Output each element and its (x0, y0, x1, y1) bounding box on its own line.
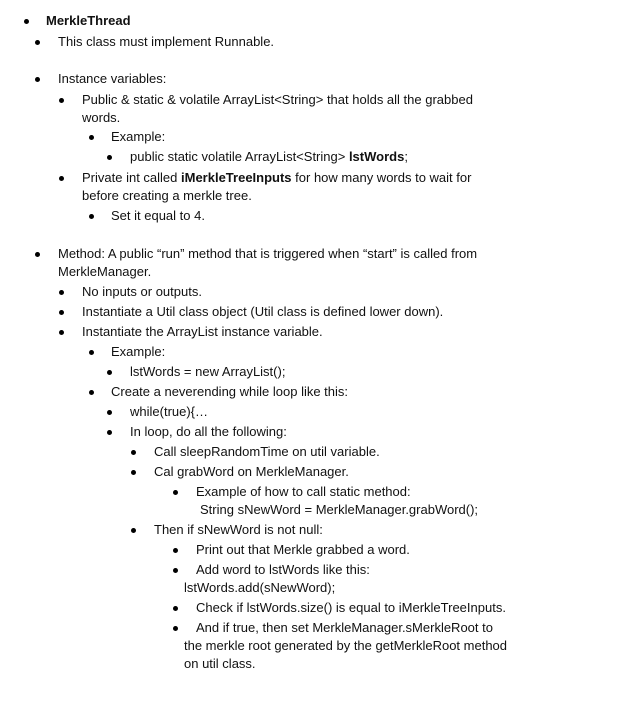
method-example-label: Example: (111, 344, 166, 359)
method-line1: Method: A public “run” method that is triggered when “start” is called from (58, 246, 478, 261)
arraylist-line: Instantiate the ArrayList instance variable. (82, 324, 323, 339)
root-line2: the merkle root generated by the getMerkleRoot method (184, 638, 508, 653)
bullet-l3 (89, 350, 94, 355)
bullet-l2 (59, 310, 64, 315)
add-line1: Add word to lstWords like this: (196, 562, 370, 577)
bullet-l2 (59, 290, 64, 295)
sleep-line: Call sleepRandomTime on util variable. (154, 444, 380, 459)
in-loop-line: In loop, do all the following: (130, 424, 287, 439)
implements-line: This class must implement Runnable. (58, 34, 275, 49)
root-line3: on util class. (184, 656, 256, 671)
bullet-l6 (173, 568, 178, 573)
bullet-l2 (59, 330, 64, 335)
grab-line: Cal grabWord on MerkleManager. (154, 464, 349, 479)
decl-name: lstWords (348, 149, 405, 164)
bullet-l1 (35, 77, 40, 82)
method-example-code: lstWords = new ArrayList(); (130, 364, 286, 379)
bullet-l4 (107, 410, 112, 415)
static-example-line: Example of how to call static method: (196, 484, 411, 499)
bullet-l4 (107, 370, 112, 375)
declaration-line (130, 148, 408, 166)
int-desc-line2: before creating a merkle tree. (82, 188, 252, 203)
int-desc-line1 (82, 169, 471, 187)
int-name: iMerkleTreeInputs (181, 170, 292, 185)
while-code: while(true){… (130, 404, 209, 419)
bullet-l4 (107, 430, 112, 435)
decl-prefix: public static volatile ArrayList<String> (130, 149, 349, 164)
set-value-line: Set it equal to 4. (111, 208, 205, 223)
instance-vars-heading: Instance variables: (58, 71, 167, 86)
no-io-line: No inputs or outputs. (82, 284, 202, 299)
bullet-l3 (89, 390, 94, 395)
bullet-l3 (89, 135, 94, 140)
bullet-l6 (173, 626, 178, 631)
if-not-null-line: Then if sNewWord is not null: (154, 522, 323, 537)
list-desc-line1: Public & static & volatile ArrayList<String> that holds all the grabbed (82, 92, 473, 107)
add-line2: lstWords.add(sNewWord); (184, 580, 336, 595)
bullet-l0 (24, 19, 29, 24)
bullet-l6 (173, 606, 178, 611)
loop-line: Create a neverending while loop like this: (111, 384, 349, 399)
bullet-l5 (131, 450, 136, 455)
bullet-l1 (35, 40, 40, 45)
list-desc-line2: words. (82, 110, 121, 125)
bullet-l2 (59, 98, 64, 103)
check-line: Check if lstWords.size() is equal to iMerkleTreeInputs. (196, 600, 506, 615)
bullet-l1 (35, 252, 40, 257)
bullet-l2 (59, 176, 64, 181)
int-prefix: Private int called (82, 170, 181, 185)
bullet-l6 (173, 548, 178, 553)
decl-suffix: ; (404, 149, 408, 164)
bullet-l4 (107, 155, 112, 160)
print-line: Print out that Merkle grabbed a word. (196, 542, 410, 557)
bullet-l6 (173, 490, 178, 495)
static-code-line: String sNewWord = MerkleManager.grabWord(); (200, 502, 479, 517)
int-suffix: for how many words to wait for (291, 170, 472, 185)
util-line: Instantiate a Util class object (Util class is defined lower down). (82, 304, 444, 319)
example-label: Example: (111, 129, 166, 144)
section-title: MerkleThread (46, 13, 131, 28)
root-line1: And if true, then set MerkleManager.sMerkleRoot to (196, 620, 493, 635)
bullet-l3 (89, 214, 94, 219)
method-line2: MerkleManager. (58, 264, 152, 279)
bullet-l5 (131, 470, 136, 475)
bullet-l5 (131, 528, 136, 533)
